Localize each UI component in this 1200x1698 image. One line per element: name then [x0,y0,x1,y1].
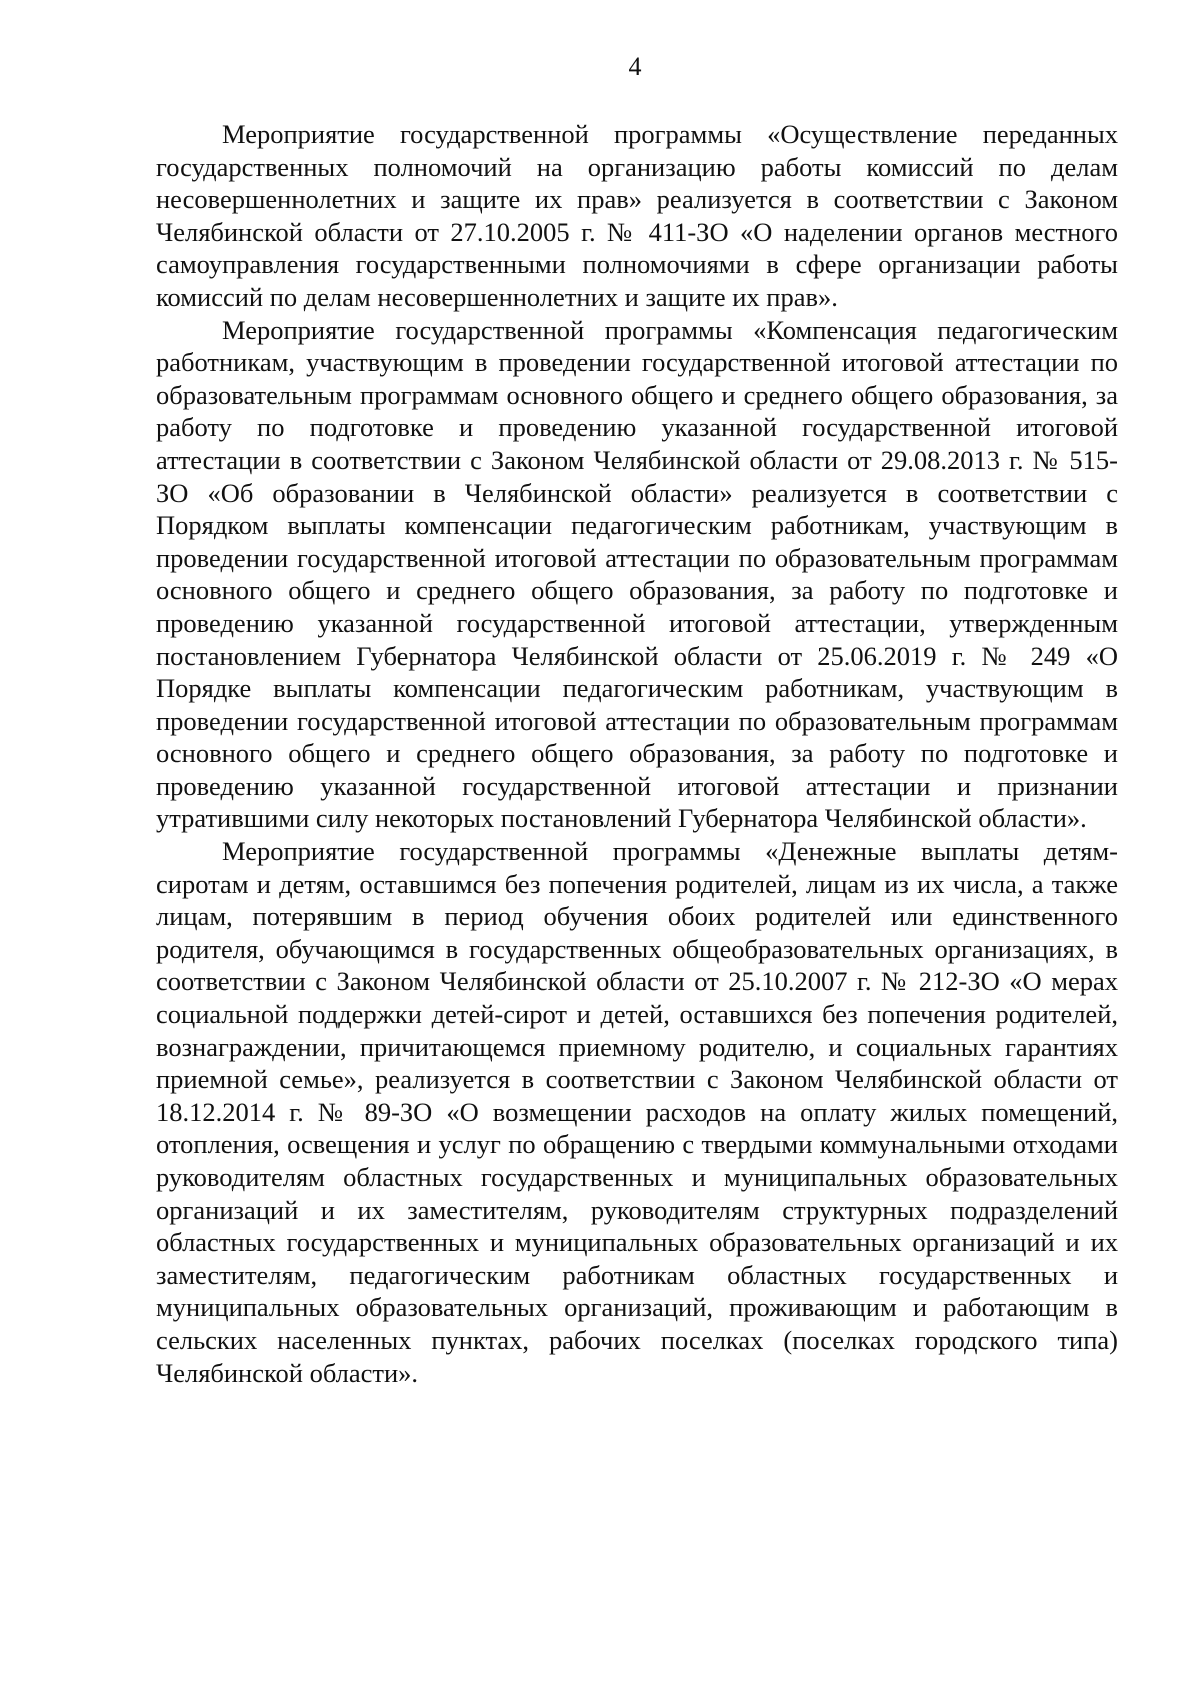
paragraph-teacher-compensation: Мероприятие государственной программы «Компенсация педагогическим работникам, участвующим в проведении государственной итоговой аттестации по образовательным программам основного общего и среднего общего образования, за работу по подготовке и проведению указанной государственной итоговой аттестации в соответствии с Законом Челябинской области от 29.08.2013 г. № 515-ЗО «Об образовании в Челябинской области» реализуется в соответствии с Порядком выплаты компенсации педагогическим работникам, участвующим в проведении государственной итоговой аттестации по образовательным программам основного общего и среднего общего образования, за работу по подготовке и проведению указанной государственной итоговой аттестации, утвержденным постановлением Губернатора Челябинской области от 25.06.2019 г. № 249 «О Порядке выплаты компенсации педагогическим работникам, участвующим в проведении государственной итоговой аттестации по образовательным программам основного общего и среднего общего образования, за работу по подготовке и проведению указанной государственной итоговой аттестации и признании утратившими силу некоторых постановлений Губернатора Челябинской области». [156,314,1118,834]
page-number: 4 [628,52,642,81]
paragraph-commissions-minors: Мероприятие государственной программы «Осуществление переданных государственных полномочий на организацию работы комиссий по делам несовершеннолетних и защите их прав» реализуется в соответствии с Законом Челябинской области от 27.10.2005 г. № 411-ЗО «О наделении органов местного самоуправления государственными полномочиями в сфере организации работы комиссий по делам несовершеннолетних и защите их прав». [156,119,1118,312]
document-body [156,118,1118,1389]
paragraph-orphan-payments: Мероприятие государственной программы «Денежные выплаты детям-сиротам и детям, оставшимся без попечения родителей, лицам из их числа, а также лицам, потерявшим в период обучения обоих родителей или единственного родителя, обучающимся в государственных общеобразовательных организациях, в соответствии с Законом Челябинской области от 25.10.2007 г. № 212-ЗО «О мерах социальной поддержки детей-сирот и детей, оставшихся без попечения родителей, вознаграждении, причитающемся приемному родителю, и социальных гарантиях приемной семье», реализуется в соответствии с Законом Челябинской области от 18.12.2014 г. № 89-ЗО «О возмещении расходов на оплату жилых помещений, отопления, освещения и услуг по обращению с твердыми коммунальными отходами руководителям областных государственных и муниципальных образовательных организаций и их заместителям, руководителям структурных подразделений областных государственных и муниципальных образовательных организаций и их заместителям, педагогическим работникам областных государственных и муниципальных образовательных организаций, проживающим и работающим в сельских населенных пунктах, рабочих поселках (поселках городского типа) Челябинской области». [156,836,1118,1388]
